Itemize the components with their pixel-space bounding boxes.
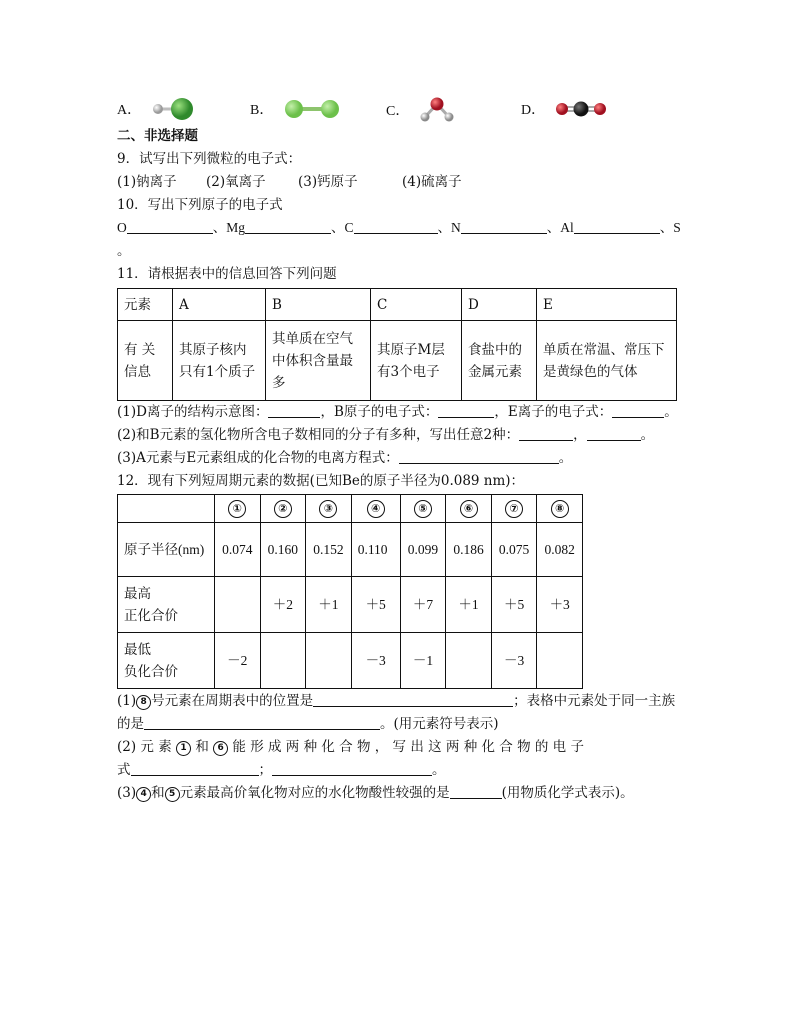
table-cell: 食盐中的金属元素 (462, 321, 537, 401)
h2o-molecule-icon (417, 96, 457, 124)
q9-stem: 9．试写出下列微粒的电子式： (117, 151, 302, 167)
circled-number: 6 (213, 741, 228, 756)
table-row-label: 有 关 信息 (118, 321, 173, 401)
answer-blank[interactable] (144, 715, 380, 730)
q11-sub1 (117, 402, 678, 422)
q12-stem: 12．现有下列短周期元素的数据(已知Be的原子半径为0.089 nm)： (117, 473, 525, 489)
q12-text: 和 (195, 739, 209, 755)
answer-blank[interactable] (127, 219, 213, 234)
table-header-cell (306, 495, 352, 523)
answer-blank[interactable] (354, 219, 438, 234)
table-cell: －2 (215, 633, 261, 689)
q12-text: 。(用元素符号表示) (380, 716, 499, 732)
circled-number: ④ (367, 500, 385, 518)
circled-number: ⑤ (414, 500, 432, 518)
table-row (118, 633, 583, 689)
q12-text: (3) (117, 785, 137, 801)
q12-text: 。 (432, 762, 446, 778)
circled-number: ② (274, 500, 292, 518)
option-b-label: B． (250, 103, 274, 118)
table-cell: ＋2 (260, 577, 306, 633)
q9-item: (1)钠离子 (117, 174, 177, 190)
option-c[interactable] (386, 96, 457, 124)
answer-blank[interactable] (313, 692, 513, 707)
q10-sep: 、 (331, 220, 345, 235)
table-cell: 0.152 (306, 523, 352, 577)
answer-blank[interactable] (574, 219, 660, 234)
table-header-cell: D (462, 289, 537, 321)
q11-sub3-text: (3)A元素与E元素组成的化合物的电离方程式： (117, 450, 399, 466)
table-cell (537, 633, 583, 689)
answer-blank[interactable] (519, 426, 573, 441)
row-label-line: 最高 (124, 585, 151, 601)
circled-number: 5 (165, 787, 180, 802)
table-header-cell: 元素 (118, 289, 173, 321)
table-cell: 0.160 (260, 523, 306, 577)
table-cell (260, 633, 306, 689)
answer-blank[interactable] (461, 219, 547, 234)
q11-sub1-text: (1)D离子的结构示意图： (117, 404, 269, 420)
row-label-line: 负化合价 (124, 663, 178, 679)
table-cell: ＋5 (351, 577, 400, 633)
table-cell: 0.110 (351, 523, 400, 577)
circled-number: 8 (136, 695, 151, 710)
q12-text: 的是 (117, 716, 144, 732)
answer-blank[interactable] (450, 784, 502, 799)
table-header-cell (400, 495, 446, 523)
circled-number: 1 (176, 741, 191, 756)
table-header-cell: C (371, 289, 462, 321)
table-header-cell (260, 495, 306, 523)
table-cell: ＋7 (400, 577, 446, 633)
q10-sep: 、 (546, 220, 561, 235)
answer-blank[interactable] (131, 761, 259, 776)
row-label-line: 正化合价 (124, 607, 178, 623)
circled-number: ③ (319, 500, 337, 518)
q10-stem: 10．写出下列原子的电子式 (117, 197, 283, 213)
q12-text: (1) (117, 693, 137, 709)
table-row (118, 321, 677, 401)
q10-atom: C (344, 220, 354, 235)
table-header-cell: B (266, 289, 371, 321)
q10-sep: 、 (437, 220, 452, 235)
table-header-cell (215, 495, 261, 523)
q12-text: 式 (117, 762, 131, 778)
table-cell: 0.074 (215, 523, 261, 577)
q11-sub2-text: (2)和B元素的氢化物所含电子数相同的分子有多种，写出任意2种： (117, 427, 520, 443)
q10-atom: N (451, 220, 461, 235)
table-cell: ＋1 (446, 577, 492, 633)
table-header-cell (351, 495, 400, 523)
answer-blank[interactable] (587, 426, 641, 441)
q12-sub2-line1 (117, 737, 584, 757)
table-header-cell: A (173, 289, 266, 321)
q12-sub3 (117, 783, 634, 803)
answer-blank[interactable] (272, 761, 432, 776)
q10-sep: 、 (659, 220, 674, 235)
table-header-cell (446, 495, 492, 523)
hcl-molecule-icon (149, 96, 195, 122)
q12-text: ；表格中元素处于同一主族 (513, 693, 676, 709)
q10-atom: Al (560, 220, 574, 235)
q12-text: 和 (151, 785, 165, 801)
table-cell: 0.075 (491, 523, 537, 577)
table-row-label (118, 577, 215, 633)
table-cell: －3 (491, 633, 537, 689)
q11-sub1-text: 。 (664, 404, 678, 420)
q11-sub3-text: 。 (558, 450, 573, 466)
table-cell: 0.099 (400, 523, 446, 577)
answer-blank[interactable] (438, 403, 494, 418)
q12-text: 能 形 成 两 种 化 合 物 ， 写 出 这 两 种 化 合 物 的 电 子 (232, 739, 584, 755)
table-header-row (118, 495, 583, 523)
table-cell: 0.082 (537, 523, 583, 577)
table-cell: 其单质在空气中体积含量最多 (266, 321, 371, 401)
cl2-molecule-icon (281, 96, 343, 122)
q10-atom: O (117, 220, 127, 235)
table-cell: 其原子核内只有1个质子 (173, 321, 266, 401)
circled-number: ⑥ (460, 500, 478, 518)
q11-sub2-text: 。 (640, 427, 655, 443)
answer-blank[interactable] (245, 219, 331, 234)
table-cell (306, 633, 352, 689)
circled-number: 4 (136, 787, 151, 802)
co2-molecule-icon (553, 96, 609, 122)
table-header-cell: E (537, 289, 677, 321)
table-cell: －3 (351, 633, 400, 689)
q10-blanks (117, 218, 681, 238)
table-header-cell (537, 495, 583, 523)
table-cell: ＋1 (306, 577, 352, 633)
table-row (118, 523, 583, 577)
q11-sub2-text: ， (573, 427, 587, 443)
q11-stem: 11．请根据表中的信息回答下列问题 (117, 266, 337, 282)
q11-sub2 (117, 425, 654, 445)
section-title: 二、非选择题 (117, 128, 198, 144)
table-cell (446, 633, 492, 689)
option-c-label: C． (386, 104, 410, 119)
q10-sep: 、 (212, 220, 227, 235)
q12-sub1-line2 (117, 714, 499, 734)
answer-blank[interactable] (268, 403, 320, 418)
option-a[interactable] (117, 96, 195, 122)
table-row-label (118, 633, 215, 689)
row-label-line: 最低 (124, 641, 151, 657)
q11-table (117, 288, 677, 401)
q12-table (117, 494, 583, 689)
q12-sub2-line2 (117, 760, 446, 780)
circled-number: ⑧ (551, 500, 569, 518)
q9-item: (2)氧离子 (206, 174, 266, 190)
option-a-label: A． (117, 103, 142, 118)
table-cell: ＋5 (491, 577, 537, 633)
table-row-label: 原子半径(nm) (118, 523, 215, 577)
option-d-label: D． (521, 103, 546, 118)
answer-blank[interactable] (612, 403, 664, 418)
q9-items (117, 172, 462, 192)
table-row (118, 577, 583, 633)
table-cell (215, 577, 261, 633)
table-header-row (118, 289, 677, 321)
q12-text: 号元素在周期表中的位置是 (151, 693, 314, 709)
q12-text: 元素最高价氧化物对应的水化物酸性较强的是 (179, 785, 450, 801)
table-cell: 其原子M层有3个电子 (371, 321, 462, 401)
option-d[interactable] (521, 96, 609, 122)
q10-end: 。 (117, 243, 131, 259)
q11-sub1-text: ，B原子的电子式： (320, 404, 439, 420)
q9-item: (3)钙原子 (298, 174, 358, 190)
table-cell: 0.186 (446, 523, 492, 577)
q10-atom: Mg (226, 220, 246, 235)
table-cell: ＋3 (537, 577, 583, 633)
option-b[interactable] (250, 96, 343, 122)
table-cell: －1 (400, 633, 446, 689)
q9-item: (4)硫离子 (402, 174, 462, 190)
q12-text: (用物质化学式表示)。 (501, 785, 634, 801)
q11-sub3 (117, 448, 572, 468)
q10-atom: S (673, 220, 681, 235)
circled-number: ⑦ (505, 500, 523, 518)
table-cell: 单质在常温、常压下是黄绿色的气体 (537, 321, 677, 401)
answer-blank[interactable] (399, 449, 559, 464)
table-corner-cell (118, 495, 215, 523)
q12-sub1-line1 (117, 691, 675, 711)
table-header-cell (491, 495, 537, 523)
q12-text: (2) 元 素 (117, 739, 172, 755)
circled-number: ① (228, 500, 246, 518)
q11-sub1-text: ，E离子的电子式： (494, 404, 613, 420)
q12-text: ； (258, 762, 272, 778)
